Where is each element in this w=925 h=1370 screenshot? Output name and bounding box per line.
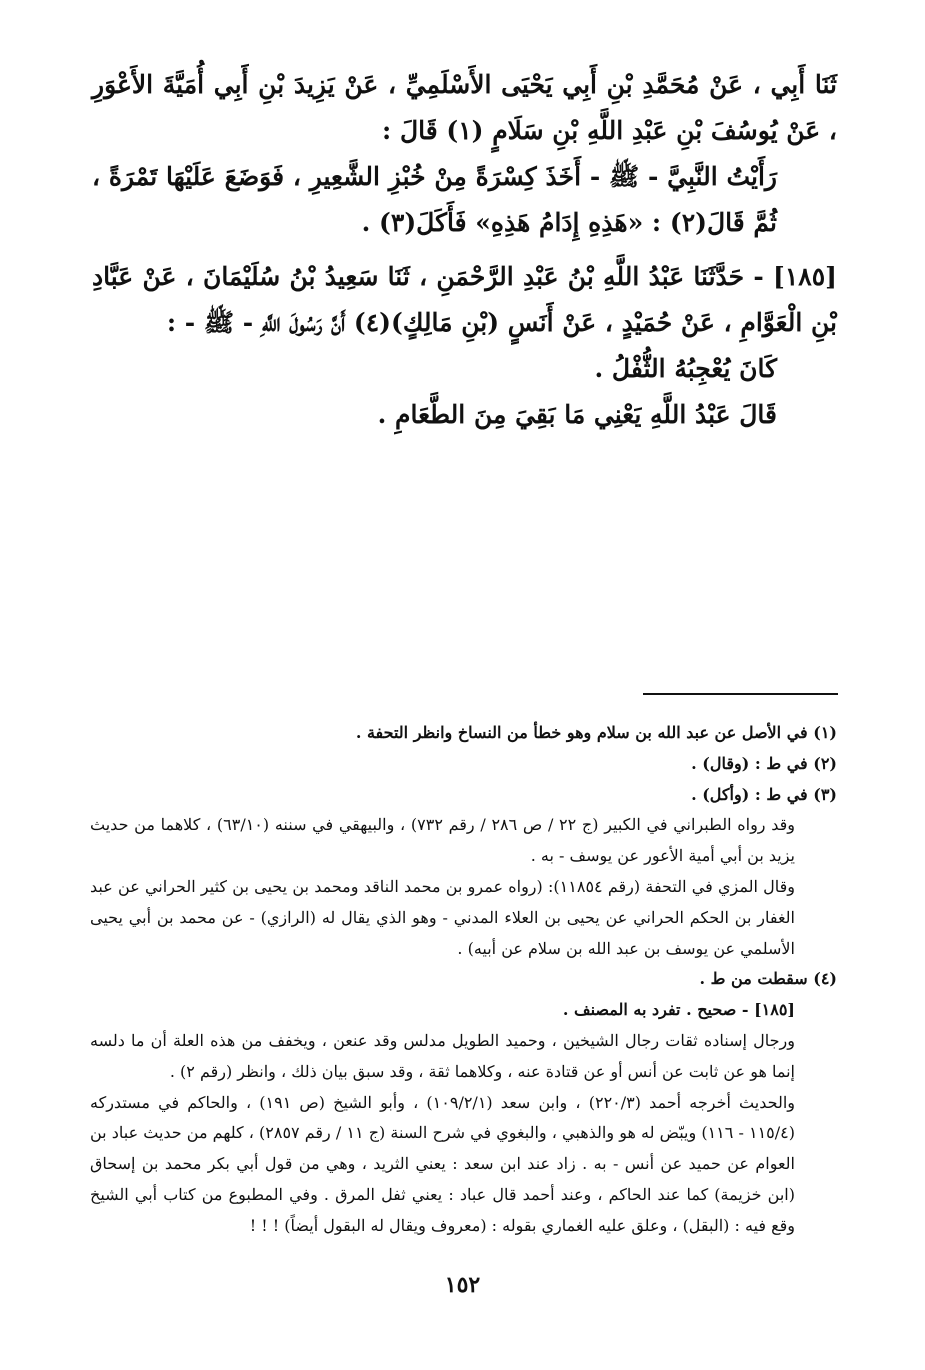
takhrij-note-2: وقال المزي في التحفة (رقم ١١٨٥٤): (رواه عمرو بن محمد الناقد ومحمد بن يحيى بن كثير الحراني عن عبد الغفار بن الحكم الحراني عن يحيى بن العلاء المدني - وهو الذي يقال له (الرازي) - عن محمد بن أبي يحيى الأسلمي عن يوسف بن عبد الله بن سلام عن أبيه) .: [90, 876, 796, 958]
page-number: ١٥٢: [444, 1272, 481, 1298]
hadith-185-chain: [١٨٥] - حَدَّثَنَا عَبْدُ اللَّهِ بْنُ عَبْدِ الرَّحْمَنِ ، ثَنَا سَعِيدُ بْنُ سُلَيْمَانَ ، عَنْ عَبَّادِ بْنِ الْعَوَّامِ ، عَنْ حُمَيْدٍ ، عَنْ أَنَسٍ (بْنِ مَالِكٍ)(٤) أَنَّ رَسُولَ اللَّهِ - ﷺ - :: [92, 262, 837, 337]
footnote-1: (١) في الأصل عن عبد الله بن سلام وهو خطأ من النساخ وانظر التحفة .: [355, 723, 837, 742]
footnote-separator: [643, 693, 838, 695]
hadith-185-note-1: ورجال إسناده ثقات رجال الشيخين ، وحميد الطويل مدلس وقد عنعن ، ويخفف من هذه العلة أن ما دلسه إنما هو عن ثابت عن أنس أو عن قتادة عنه ، وكلاهما ثقة ، وقد سبق بيان ذلك ، وانظر (رقم ٢) .: [90, 1030, 795, 1081]
hadith-185-grade: [١٨٥] - صحيح . تفرد به المصنف .: [562, 1000, 795, 1020]
hadith-184-text: رَأَيْتُ النَّبِيَّ - ﷺ - أَخَذَ كِسْرَةً مِنْ خُبْزِ الشَّعِيرِ ، فَوَضَعَ عَلَيْهَا تَمْرَةً ، ثُمَّ قَالَ(٢) : «هَذِهِ إِدَامُ هَذِهِ» فَأَكَلَ(٣) .: [92, 162, 777, 237]
takhrij-note-1: وقد رواه الطبراني في الكبير (ج ٢٢ / ص ٢٨٦ / رقم ٧٣٢) ، والبيهقي في سننه (٦٣/١٠) ، كلاهما من حديث يزيد بن أبي أمية الأعور عن يوسف - به .: [90, 815, 795, 866]
footnote-4: (٤) سقطت من ط .: [699, 969, 837, 989]
hadith-185-text: كَانَ يُعْجِبُهُ الثُّفْلُ .: [594, 354, 777, 383]
hadith-185-explanation: قَالَ عَبْدُ اللَّهِ يَعْنِي مَا بَقِيَ مِنَ الطَّعَامِ .: [377, 400, 777, 429]
footnote-2: (٢) في ط : (وقال) .: [691, 753, 837, 773]
footnote-3: (٣) في ط : (وأكل) .: [691, 784, 837, 804]
hadith-184-chain: ثَنَا أَبِي ، عَنْ مُحَمَّدِ بْنِ أَبِي يَحْيَى الأَسْلَمِيِّ ، عَنْ يَزِيدَ بْنِ أَبِي أُمَيَّةَ الأَعْوَرِ ، عَنْ يُوسُفَ بْنِ عَبْدِ اللَّهِ بْنِ سَلَامٍ (١) قَالَ :: [92, 70, 837, 145]
hadith-185-note-2: والحديث أخرجه أحمد (٢٢٠/٣) ، وابن سعد (١٠٩/٢/١) ، وأبو الشيخ (ص ١٩١) ، والحاكم في مستدركه (١١٥/٤ - ١١٦) ويبّض له هو والذهبي ، والبغوي في شرح السنة (ج ١١ / رقم ٢٨٥٧) ، كلهم من حديث عباد بن العوام عن حميد عن أنس - به . زاد عند ابن سعد : يعني الثريد ، وهي من قول أبي بكر محمد بن إسحاق (ابن خزيمة) كما عند الحاكم ، وعند أحمد قال عباد : يعني ثفل المرق . وفي المطبوع من كتاب أبي الشيخ وقع فيه : (البقل) ، وعلق عليه الغماري بقوله : (معروف ويقال له البقول أيضاً) ! ! !: [90, 1092, 796, 1235]
footnotes: [90, 718, 837, 1242]
main-text: [92, 62, 837, 438]
